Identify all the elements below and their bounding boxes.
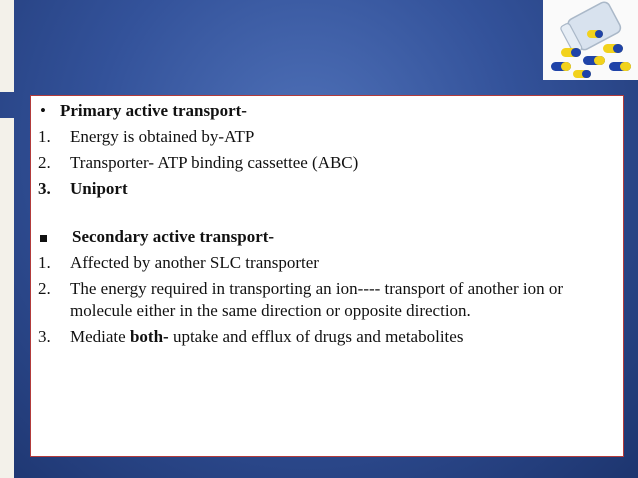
primary-heading-line (38, 100, 615, 122)
list-item (38, 152, 615, 174)
section-gap (38, 204, 615, 226)
list-item-text: Transporter- ATP binding cassettee (ABC) (70, 153, 359, 172)
list-number: 3. (38, 179, 51, 198)
secondary-heading: Secondary active transport- (72, 227, 275, 246)
bullet-marker: • (40, 101, 46, 120)
list-item-text: Energy is obtained by-ATP (70, 127, 255, 146)
text-segment: uptake and efflux of drugs and metabolites (168, 327, 464, 346)
list-item (38, 126, 615, 148)
list-number: 3. (38, 327, 51, 346)
square-bullet-icon (38, 226, 72, 248)
text-segment: Mediate (70, 327, 130, 346)
content-box (30, 95, 624, 457)
pill-bottle-capsules-icon (543, 0, 638, 80)
list-item (38, 278, 615, 322)
list-item-text: The energy required in transporting an ion---- transport of another ion or molecule either in the same direction or opposite direction. (70, 279, 563, 320)
list-item-text: Uniport (70, 179, 128, 198)
list-item (38, 252, 615, 274)
text-segment-bold: both- (129, 327, 169, 346)
secondary-heading-line (38, 226, 615, 248)
decorative-left-bar-top (0, 0, 14, 92)
list-number: 1. (38, 253, 51, 272)
list-number: 2. (38, 279, 51, 298)
list-item-text: Affected by another SLC transporter (70, 253, 319, 272)
list-item (38, 178, 615, 200)
list-item (38, 326, 615, 348)
list-number: 1. (38, 127, 51, 146)
decorative-left-bar-bottom (0, 118, 14, 478)
list-item-text (70, 326, 615, 348)
primary-heading: Primary active transport- (60, 101, 247, 120)
list-number: 2. (38, 153, 51, 172)
